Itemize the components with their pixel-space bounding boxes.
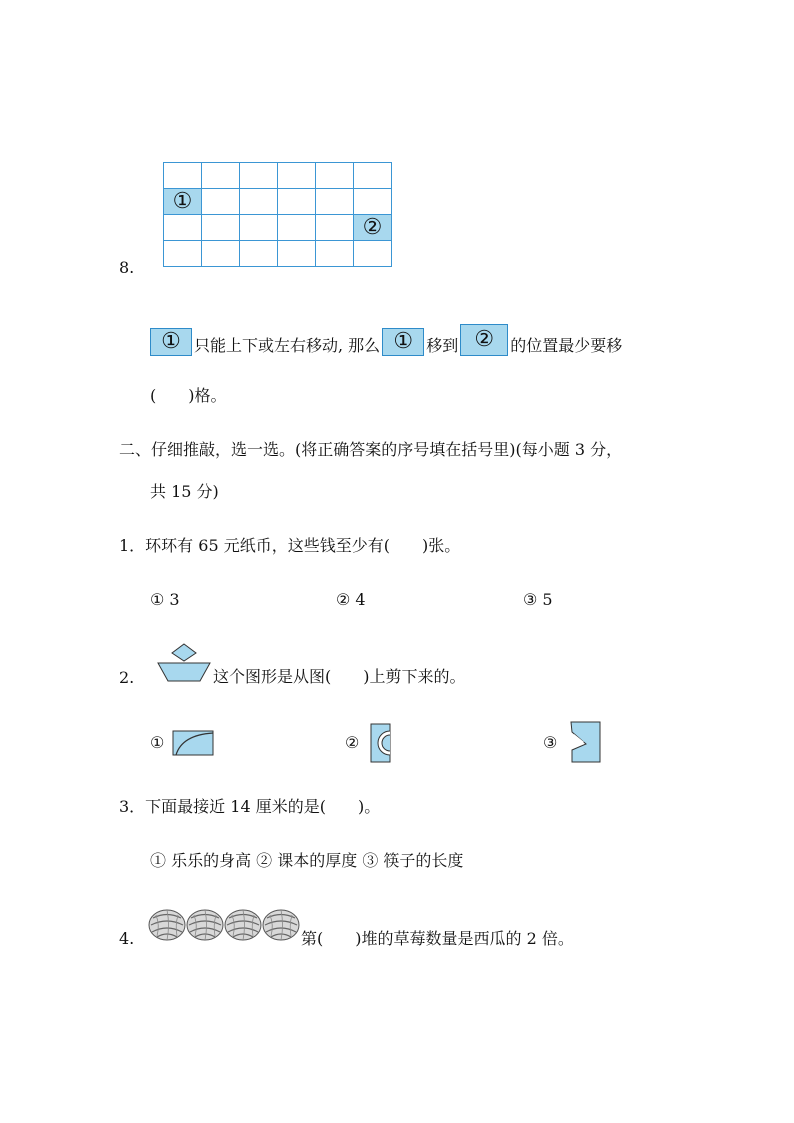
mark-1-icon: ①	[382, 328, 424, 356]
grid-cell	[316, 215, 354, 241]
quarter-arc-shape-icon	[172, 729, 216, 757]
grid-cell	[316, 163, 354, 189]
q8-number: 8.	[119, 258, 135, 277]
grid-cell	[316, 189, 354, 215]
grid-row	[164, 189, 392, 215]
q8-text-a: 只能上下或左右移动, 那么	[194, 336, 381, 355]
grid-cell	[164, 241, 202, 267]
grid-row	[164, 241, 392, 267]
grid-cell	[202, 215, 240, 241]
grid-cell-marked: ①	[164, 189, 202, 215]
section2-title: 二、仔细推敲，选一选。(将正确答案的序号填在括号里)(每小题 3 分，	[119, 440, 623, 459]
notched-shape-icon	[570, 720, 602, 764]
section2-title-cont: 共 15 分)	[150, 482, 219, 501]
q2-option-3-label: ③	[543, 733, 558, 752]
q2-option-2-label: ②	[345, 733, 360, 752]
q4-stem: 第( )堆的草莓数量是西瓜的 2 倍。	[301, 929, 574, 948]
grid-cell	[202, 163, 240, 189]
grid-cell-marked: ②	[354, 215, 392, 241]
q3-options: ① 乐乐的身高 ② 课本的厚度 ③ 筷子的长度	[150, 851, 464, 870]
grid-row	[164, 163, 392, 189]
watermelon-icon	[224, 908, 262, 942]
grid-cell	[240, 215, 278, 241]
grid-cell	[354, 241, 392, 267]
q1-option-1: ① 3	[150, 590, 180, 609]
q8-instruction	[150, 322, 622, 356]
q2-option-1-label: ①	[150, 733, 165, 752]
grid-cell	[240, 241, 278, 267]
semicircle-shape-icon	[370, 723, 392, 763]
mark-2-icon: ②	[460, 324, 508, 356]
grid-cell	[202, 189, 240, 215]
q8-grid	[163, 162, 392, 267]
grid-cell	[278, 189, 316, 215]
grid-cell	[278, 215, 316, 241]
q4-number: 4.	[119, 929, 135, 948]
watermelon-icon	[148, 908, 186, 942]
q2-number: 2.	[119, 668, 135, 687]
grid-cell	[202, 241, 240, 267]
q8-text-b: 移到	[426, 336, 459, 355]
q1-option-2: ② 4	[336, 590, 366, 609]
grid-row	[164, 215, 392, 241]
q8-answer-line: ( )格。	[150, 386, 227, 405]
q1-option-3: ③ 5	[523, 590, 553, 609]
watermelon-icon	[262, 908, 300, 942]
mark-1-icon: ①	[150, 328, 192, 356]
grid-cell	[354, 163, 392, 189]
grid-cell	[278, 163, 316, 189]
cut-shape-icon	[156, 643, 212, 683]
watermelon-icon	[186, 908, 224, 942]
grid-cell	[164, 163, 202, 189]
q3-stem: 3．下面最接近 14 厘米的是( )。	[119, 797, 381, 816]
grid-cell	[278, 241, 316, 267]
watermelon-group	[148, 908, 300, 942]
grid-cell	[316, 241, 354, 267]
q8-text-c: 的位置最少要移	[510, 336, 623, 355]
grid-cell	[240, 163, 278, 189]
q2-stem: 这个图形是从图( )上剪下来的。	[213, 667, 466, 686]
q1-stem: 1．环环有 65 元纸币，这些钱至少有( )张。	[119, 536, 461, 555]
grid-cell	[164, 215, 202, 241]
grid-cell	[354, 189, 392, 215]
grid-cell	[240, 189, 278, 215]
